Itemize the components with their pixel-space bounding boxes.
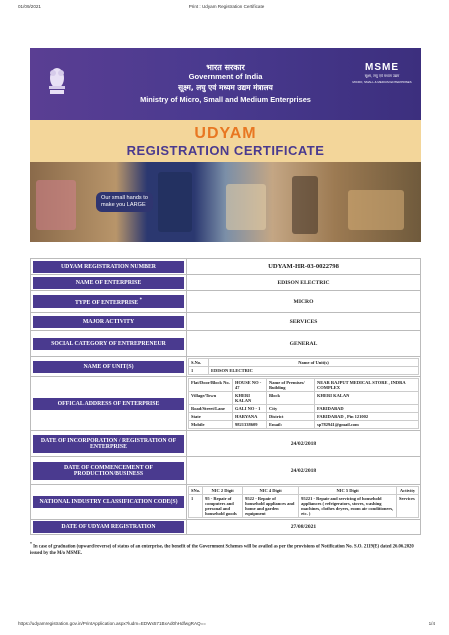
social-label: SOCIAL CATEGORY OF ENTREPRENEUR (33, 338, 184, 350)
msme-logo (351, 62, 413, 84)
unit-name-header: Name of Unit(s) (209, 359, 419, 367)
email-label: Email: (267, 421, 315, 429)
print-footer (18, 621, 435, 631)
district-label: District (267, 413, 315, 421)
activity-value: SERVICES (187, 313, 421, 331)
type-label: TYPE OF ENTERPRISE (74, 299, 139, 306)
block-label: Block (267, 392, 315, 405)
address-label: OFFICAL ADDRESS OF ENTERPRISE (33, 398, 184, 410)
city-value: FARIDABAD (315, 405, 419, 413)
commence-label: DATE OF COMMENCEMENT OF PRODUCTION/BUSINESS (33, 462, 184, 480)
row-enterprise-type (31, 291, 421, 313)
footnote (30, 541, 421, 557)
row-incorporation-date (31, 431, 421, 457)
state-value: HARYANA (233, 413, 267, 421)
nic-4digit: 9522 - Repair of household appliances and home and garden equipment (243, 495, 299, 518)
row-unit-names (31, 357, 421, 377)
enterprise-name-value: EDISON ELECTRIC (187, 275, 421, 291)
print-date: 01/09/2021 (18, 4, 41, 9)
footnote-star: * (30, 541, 32, 546)
msme-logo-text: MSME (365, 62, 399, 73)
tagline-line1: Our small hands to (101, 195, 148, 201)
enterprise-name-label: NAME OF ENTERPRISE (33, 277, 184, 289)
commence-value: 24/02/2018 (187, 457, 421, 485)
row-registration-number (31, 259, 421, 275)
premises-label: Name of Premises/ Building (267, 379, 315, 392)
certificate-title (30, 120, 421, 162)
district-value: FARIDABAD , Pin 121002 (315, 413, 419, 421)
title-registration-certificate: REGISTRATION CERTIFICATE (126, 143, 325, 158)
mobile-label: Mobile (189, 421, 233, 429)
workers-photo-strip (30, 162, 421, 242)
unit-label: NAME OF UNIT(S) (33, 361, 184, 373)
ministry-banner (30, 48, 421, 120)
flat-value: HOUSE NO - 47 (233, 379, 267, 392)
certificate (30, 48, 421, 557)
govt-of-india-text: Government of India (188, 72, 263, 81)
row-official-address (31, 377, 421, 431)
email-value: sp782941@gmail.com (315, 421, 419, 429)
nic-activity: Services (397, 495, 419, 518)
hindi-ministry-text: सूक्ष्म, लघु एवं मध्यम उद्यम मंत्रालय (178, 83, 273, 92)
state-label: State (189, 413, 233, 421)
nic-header-activity: Activity (397, 487, 419, 495)
flat-label: Flat/Door/Block No. (189, 379, 233, 392)
unit-sno: 1 (189, 367, 209, 375)
social-value: GENERAL (187, 331, 421, 357)
nic-table (188, 486, 419, 518)
row-nic-codes (31, 485, 421, 520)
msme-sub-text: MICRO, SMALL & MEDIUM ENTERPRISES (352, 80, 412, 84)
tagline-line2: make you LARGE (101, 201, 146, 208)
mobile-value: 9821338609 (233, 421, 267, 429)
nic-2digit: 95 - Repair of computers and personal and household goods (203, 495, 243, 518)
reg-no-value: UDYAM-HR-03-0022798 (187, 259, 421, 275)
page-number: 1/4 (428, 621, 435, 626)
nic-header-sno: SNo. (189, 487, 203, 495)
nic-5digit: 95221 - Repair and servicing of household appliances ( refrigerators, stoves, washing machines, clothes dryers, room air conditioners, etc. ) (299, 495, 397, 518)
photo-tagline (96, 192, 153, 212)
nic-label: NATIONAL INDUSTRY CLASSIFICATION CODE(S) (33, 496, 184, 508)
hindi-govt-text: भारत सरकार (206, 63, 245, 72)
type-star: * (139, 297, 143, 303)
nic-header-5digit: NIC 5 Digit (299, 487, 397, 495)
city-label: City (267, 405, 315, 413)
block-value: KHERI KALAN (315, 392, 419, 405)
print-header (18, 4, 435, 14)
village-label: Village/Town (189, 392, 233, 405)
unit-name: EDISON ELECTRIC (209, 367, 419, 375)
row-commencement-date (31, 457, 421, 485)
nic-header-4digit: NIC 4 Digit (243, 487, 299, 495)
udyam-date-label: DATE OF UDYAM REGISTRATION (33, 521, 184, 533)
row-udyam-date (31, 520, 421, 535)
unit-sno-header: S.No. (189, 359, 209, 367)
footnote-text: In case of graduation (upward/reverse) of status of an enterprise, the benefit of the Government Schemes will be availed as per the provisions of Notification No. S.O. 2119(E) dated 26.06.2020 issued by the M/o MSME. (30, 544, 414, 556)
reg-no-label: UDYAM REGISTRATION NUMBER (33, 261, 184, 273)
incorp-label: DATE OF INCORPORATION / REGISTRATION OF ENTERPRISE (33, 435, 184, 453)
udyam-date-value: 27/08/2021 (187, 520, 421, 535)
row-major-activity (31, 313, 421, 331)
row-enterprise-name (31, 275, 421, 291)
nic-sno: 1 (189, 495, 203, 518)
msme-hindi-text: सूक्ष्म, लघु एवं मध्यम उद्यम (364, 74, 400, 78)
print-url[interactable]: https://udyamregistration.gov.in/PrintApplication.aspx?ludm=EDWx571BxAd0hHdfwgRAQ== (18, 621, 206, 626)
ministry-text: Ministry of Micro, Small and Medium Enterprises (140, 95, 311, 104)
type-value: MICRO (187, 291, 421, 313)
unit-table (188, 358, 419, 375)
activity-label: MAJOR ACTIVITY (33, 316, 184, 328)
nic-header-2digit: NIC 2 Digit (203, 487, 243, 495)
road-label: Road/Street/Lane (189, 405, 233, 413)
premises-value: NEAR RAJPUT MEDICAL STORE , INDRA COMPLEX (315, 379, 419, 392)
address-table (188, 378, 419, 429)
certificate-details-table (30, 258, 421, 535)
title-udyam: UDYAM (194, 125, 257, 142)
village-value: KHERI KALAN (233, 392, 267, 405)
row-social-category (31, 331, 421, 357)
print-title: Print : Udyam Registration Certificate (188, 4, 265, 9)
road-value: GALI NO - 1 (233, 405, 267, 413)
incorp-value: 24/02/2018 (187, 431, 421, 457)
